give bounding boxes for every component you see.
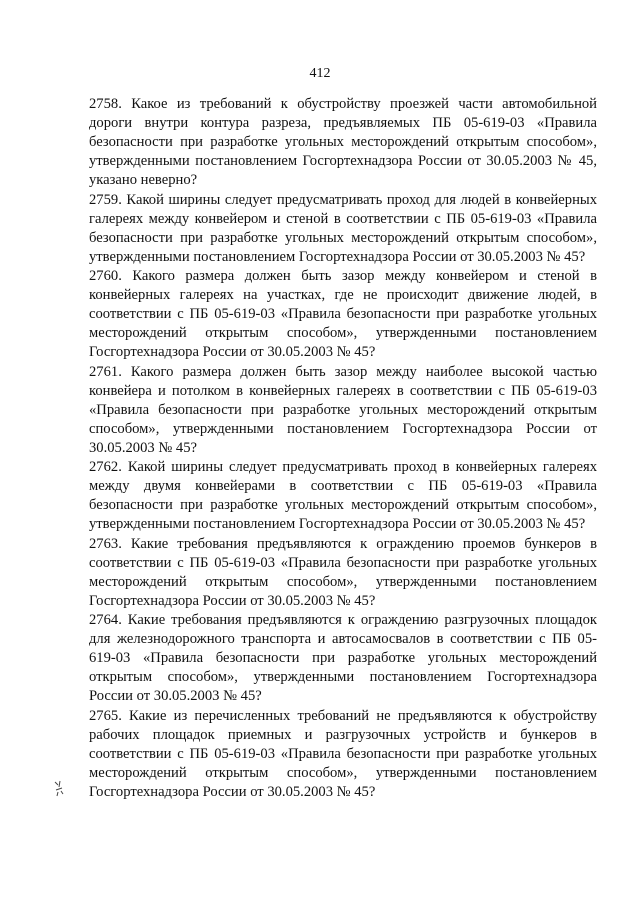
question-2764: 2764. Какие требования предъявляются к ограждению разгрузочных площадок для железнодорожного транспорта и автосамосвалов в соответствии с ПБ 05-619-03 «Правила безопасности при разработке угольных месторождений открытым способом», утвержденными постановлением Госгортехнадзора России от 30.05.2003 № 45? [89,612,597,704]
question-2760: 2760. Какого размера должен быть зазор между конвейером и стеной в конвейерных галереях на участках, где не происходит движение людей, в соответствии с ПБ 05-619-03 «Правила безопасности при разработке угольных месторождений открытым способом», утвержденными постановлением Госгортехнадзора России от 30.05.2003 № 45? [89,268,597,360]
question-2762: 2762. Какой ширины следует предусматривать проход в конвейерных галереях между двумя конвейерами в соответствии с ПБ 05-619-03 «Правила безопасности при разработке угольных месторождений открытым способом», утвержденными постановлением Госгортехнадзора России от 30.05.2003 № 45? [89,459,597,532]
page-number: 412 [309,66,331,81]
question-2758: 2758. Какое из требований к обустройству проезжей части автомобильной дороги внутри контура разреза, предъявляемых ПБ 05-619-03 «Правила безопасности при разработке угольных месторождений открытым способом», утвержденными постановлением Госгортехнадзора России от 30.05.2003 № 45, указано неверно? [89,96,597,188]
question-list [89,95,597,802]
question-2765: 2765. Какие из перечисленных требований не предъявляются к обустройству рабочих площадок приемных и разгрузочных устройств и бункеров в соответствии с ПБ 05-619-03 «Правила безопасности при разработке угольных месторождений открытым способом», утвержденными постановлением Госгортехнадзора России от 30.05.2003 № 45? [89,707,597,800]
scan-artifact-mark [52,778,66,798]
question-2761: 2761. Какого размера должен быть зазор между наиболее высокой частью конвейера и потолком в конвейерных галереях в соответствии с ПБ 05-619-03 «Правила безопасности при разработке угольных месторождений открытым способом», утвержденными постановлением Госгортехнадзора России от 30.05.2003 № 45? [89,363,597,456]
question-2763: 2763. Какие требования предъявляются к ограждению проемов бункеров в соответствии с ПБ 05-619-03 «Правила безопасности при разработке угольных месторождений открытым способом», утвержденными постановлением Госгортехнадзора России от 30.05.2003 № 45? [89,535,597,609]
question-2759: 2759. Какой ширины следует предусматривать проход для людей в конвейерных галереях между конвейером и стеной в соответствии с ПБ 05-619-03 «Правила безопасности при разработке угольных месторождений открытым способом», утвержденными постановлением Госгортехнадзора России от 30.05.2003 № 45? [89,191,597,265]
